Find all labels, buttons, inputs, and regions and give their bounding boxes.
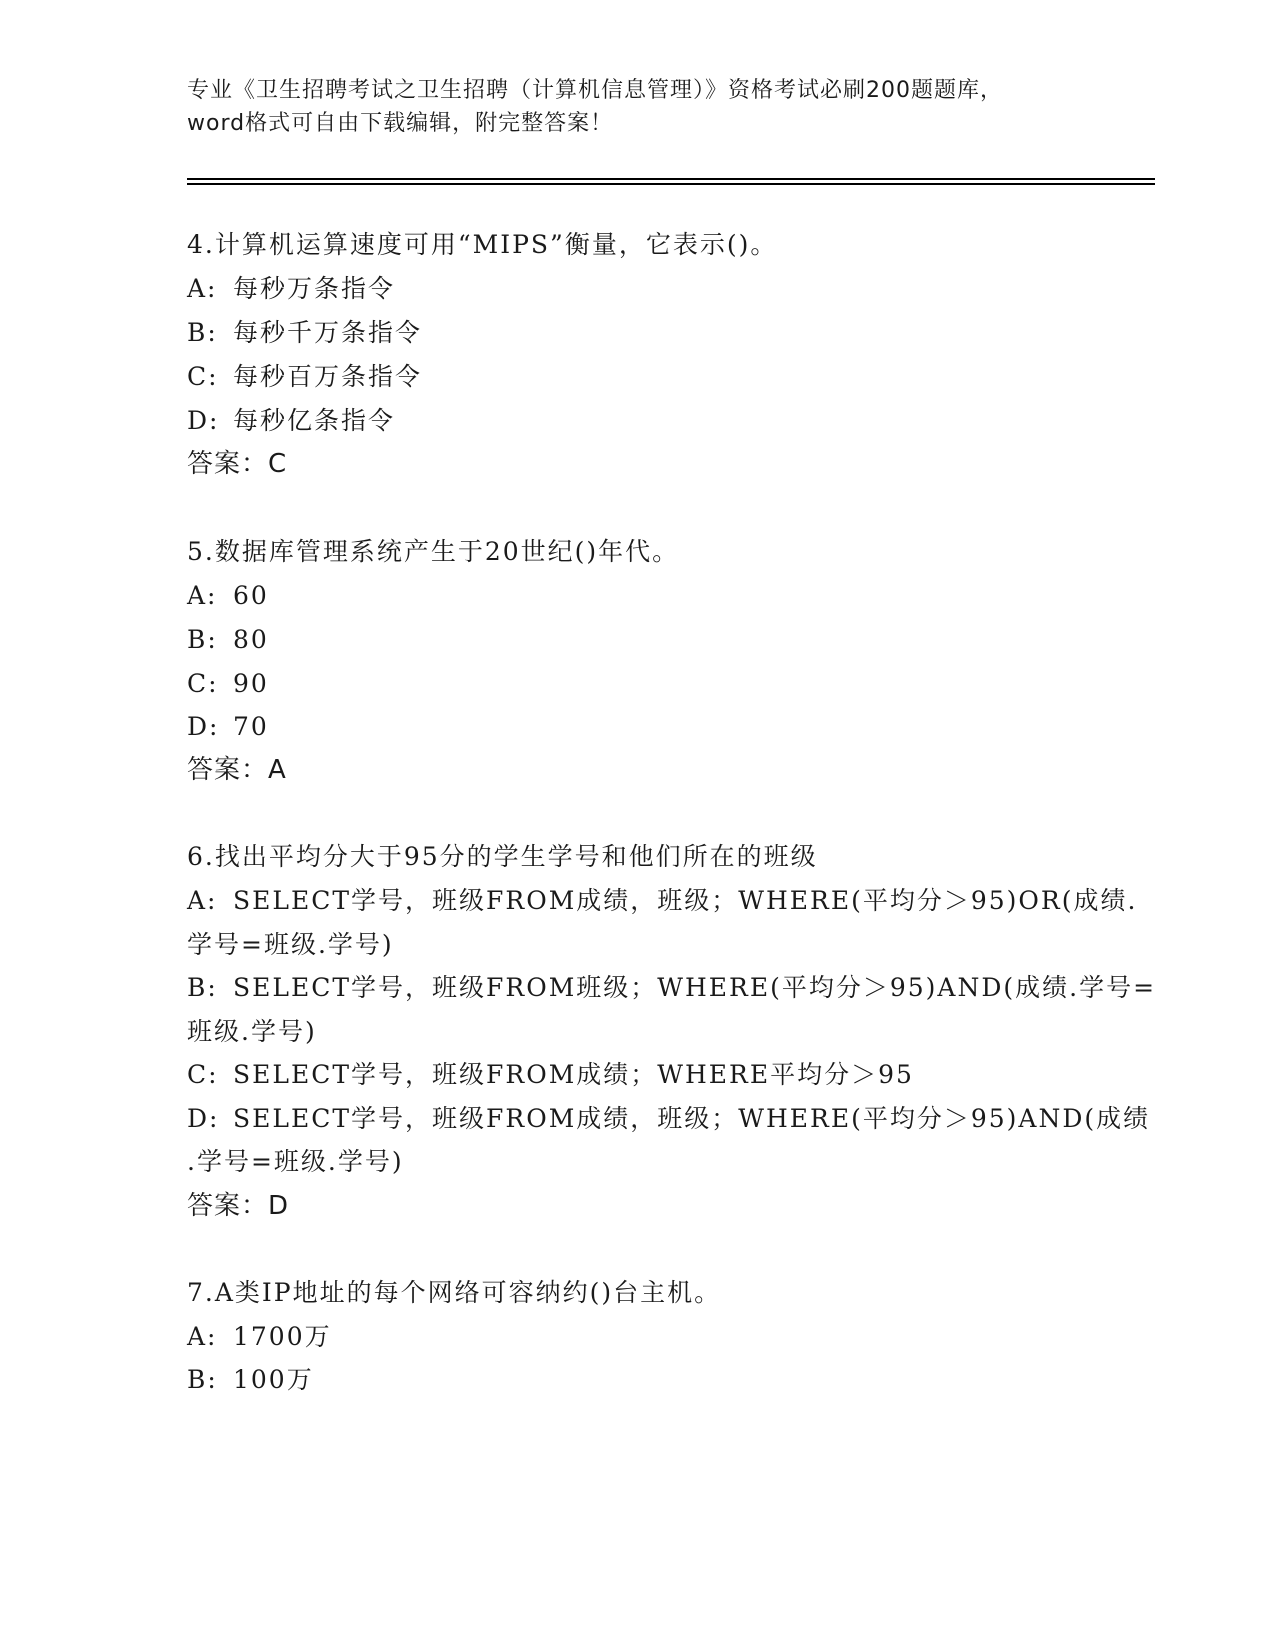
question-5-stem: 5.数据库管理系统产生于20世纪()年代。 (187, 537, 680, 566)
option-text: 70 (233, 712, 269, 741)
question-5-option-c (187, 667, 269, 701)
question-6-option-b (187, 971, 1156, 1005)
option-label: A: (187, 1322, 218, 1351)
question-4-stem: 4.计算机运算速度可用“MIPS”衡量，它表示()。 (187, 230, 778, 259)
question-5-answer: 答案：A (187, 755, 287, 785)
question-4-answer: 答案：C (187, 449, 288, 479)
option-label: B: (187, 973, 218, 1002)
option-text: SELECT学号，班级FROM班级；WHERE(平均分＞95)AND(成绩.学号= (233, 973, 1157, 1002)
question-6-option-a-continued: 学号=班级.学号) (187, 930, 394, 959)
option-text: SELECT学号，班级FROM成绩，班级；WHERE(平均分＞95)OR(成绩. (233, 886, 1138, 915)
option-text: SELECT学号，班级FROM成绩，班级；WHERE(平均分＞95)AND(成绩 (233, 1104, 1151, 1133)
option-label: B: (187, 625, 218, 654)
option-label: A: (187, 274, 218, 303)
option-text: 90 (233, 669, 269, 698)
question-7-stem: 7.A类IP地址的每个网络可容纳约()台主机。 (187, 1278, 722, 1307)
option-text: SELECT学号，班级FROM成绩；WHERE平均分＞95 (233, 1060, 914, 1089)
document-header (187, 74, 1087, 140)
question-6-option-b-continued: 班级.学号) (187, 1017, 317, 1046)
question-6-option-d (187, 1102, 1150, 1136)
question-4-option-c (187, 360, 422, 394)
option-label: C: (187, 1060, 219, 1089)
option-text: 60 (233, 581, 269, 610)
header-title-line-2: word格式可自由下载编辑，附完整答案！ (187, 111, 614, 136)
question-5-option-d (187, 710, 269, 744)
option-text: 每秒百万条指令 (233, 362, 423, 391)
option-label: D: (187, 712, 220, 741)
header-divider-top (187, 178, 1155, 180)
question-5-option-a (187, 579, 269, 613)
question-7-option-b (187, 1363, 314, 1397)
question-5-option-b (187, 623, 269, 657)
question-4-option-d (187, 404, 395, 438)
option-text: 每秒千万条指令 (233, 318, 423, 347)
option-label: A: (187, 581, 218, 610)
option-text: 每秒万条指令 (233, 274, 396, 303)
option-label: A: (187, 886, 218, 915)
question-6-answer: 答案：D (187, 1191, 290, 1221)
option-label: D: (187, 406, 220, 435)
option-text: 80 (233, 625, 269, 654)
option-label: B: (187, 318, 218, 347)
option-text: 每秒亿条指令 (233, 406, 396, 435)
header-divider-bottom (187, 183, 1155, 185)
option-label: C: (187, 362, 219, 391)
option-label: C: (187, 669, 219, 698)
question-6-option-c (187, 1058, 914, 1092)
option-label: D: (187, 1104, 220, 1133)
question-6-option-a (187, 884, 1137, 918)
option-text: 100万 (233, 1365, 314, 1394)
question-7-option-a (187, 1320, 332, 1354)
question-6-stem: 6.找出平均分大于95分的学生学号和他们所在的班级 (187, 842, 818, 871)
option-text: 1700万 (233, 1322, 332, 1351)
question-4-option-a (187, 272, 395, 306)
question-6-option-d-continued: .学号=班级.学号) (187, 1147, 404, 1176)
option-label: B: (187, 1365, 218, 1394)
question-4-option-b (187, 316, 422, 350)
header-title-line-1: 专业《卫生招聘考试之卫生招聘（计算机信息管理）》资格考试必刷200题题库， (187, 78, 1003, 103)
